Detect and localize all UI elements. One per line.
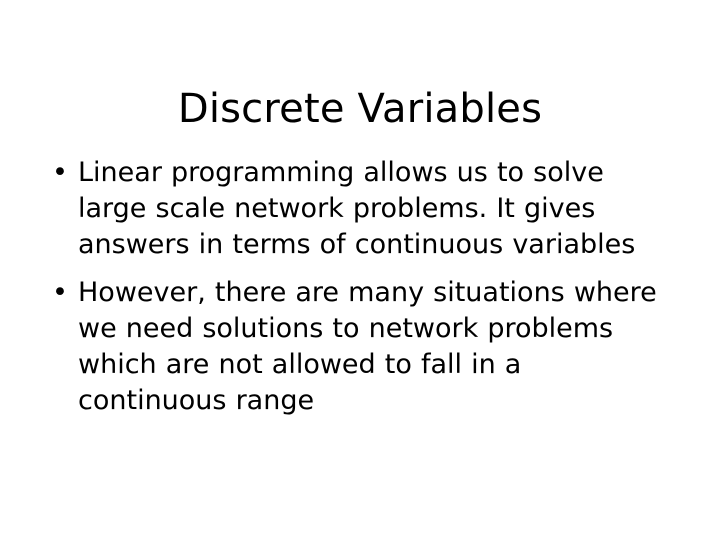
list-item-text: Linear programming allows us to solve large scale network problems. It gives answers in terms of continuous variables [78, 157, 636, 260]
page-title: Discrete Variables [177, 85, 543, 132]
list-item-text: However, there are many situations where we need solutions to network problems which are not allowed to fall in a continuous range [78, 277, 657, 416]
bullet-icon: • [52, 157, 68, 188]
slide-body [52, 155, 677, 431]
bullet-icon: • [52, 277, 68, 308]
list-item [52, 155, 677, 263]
list-item [52, 275, 677, 419]
